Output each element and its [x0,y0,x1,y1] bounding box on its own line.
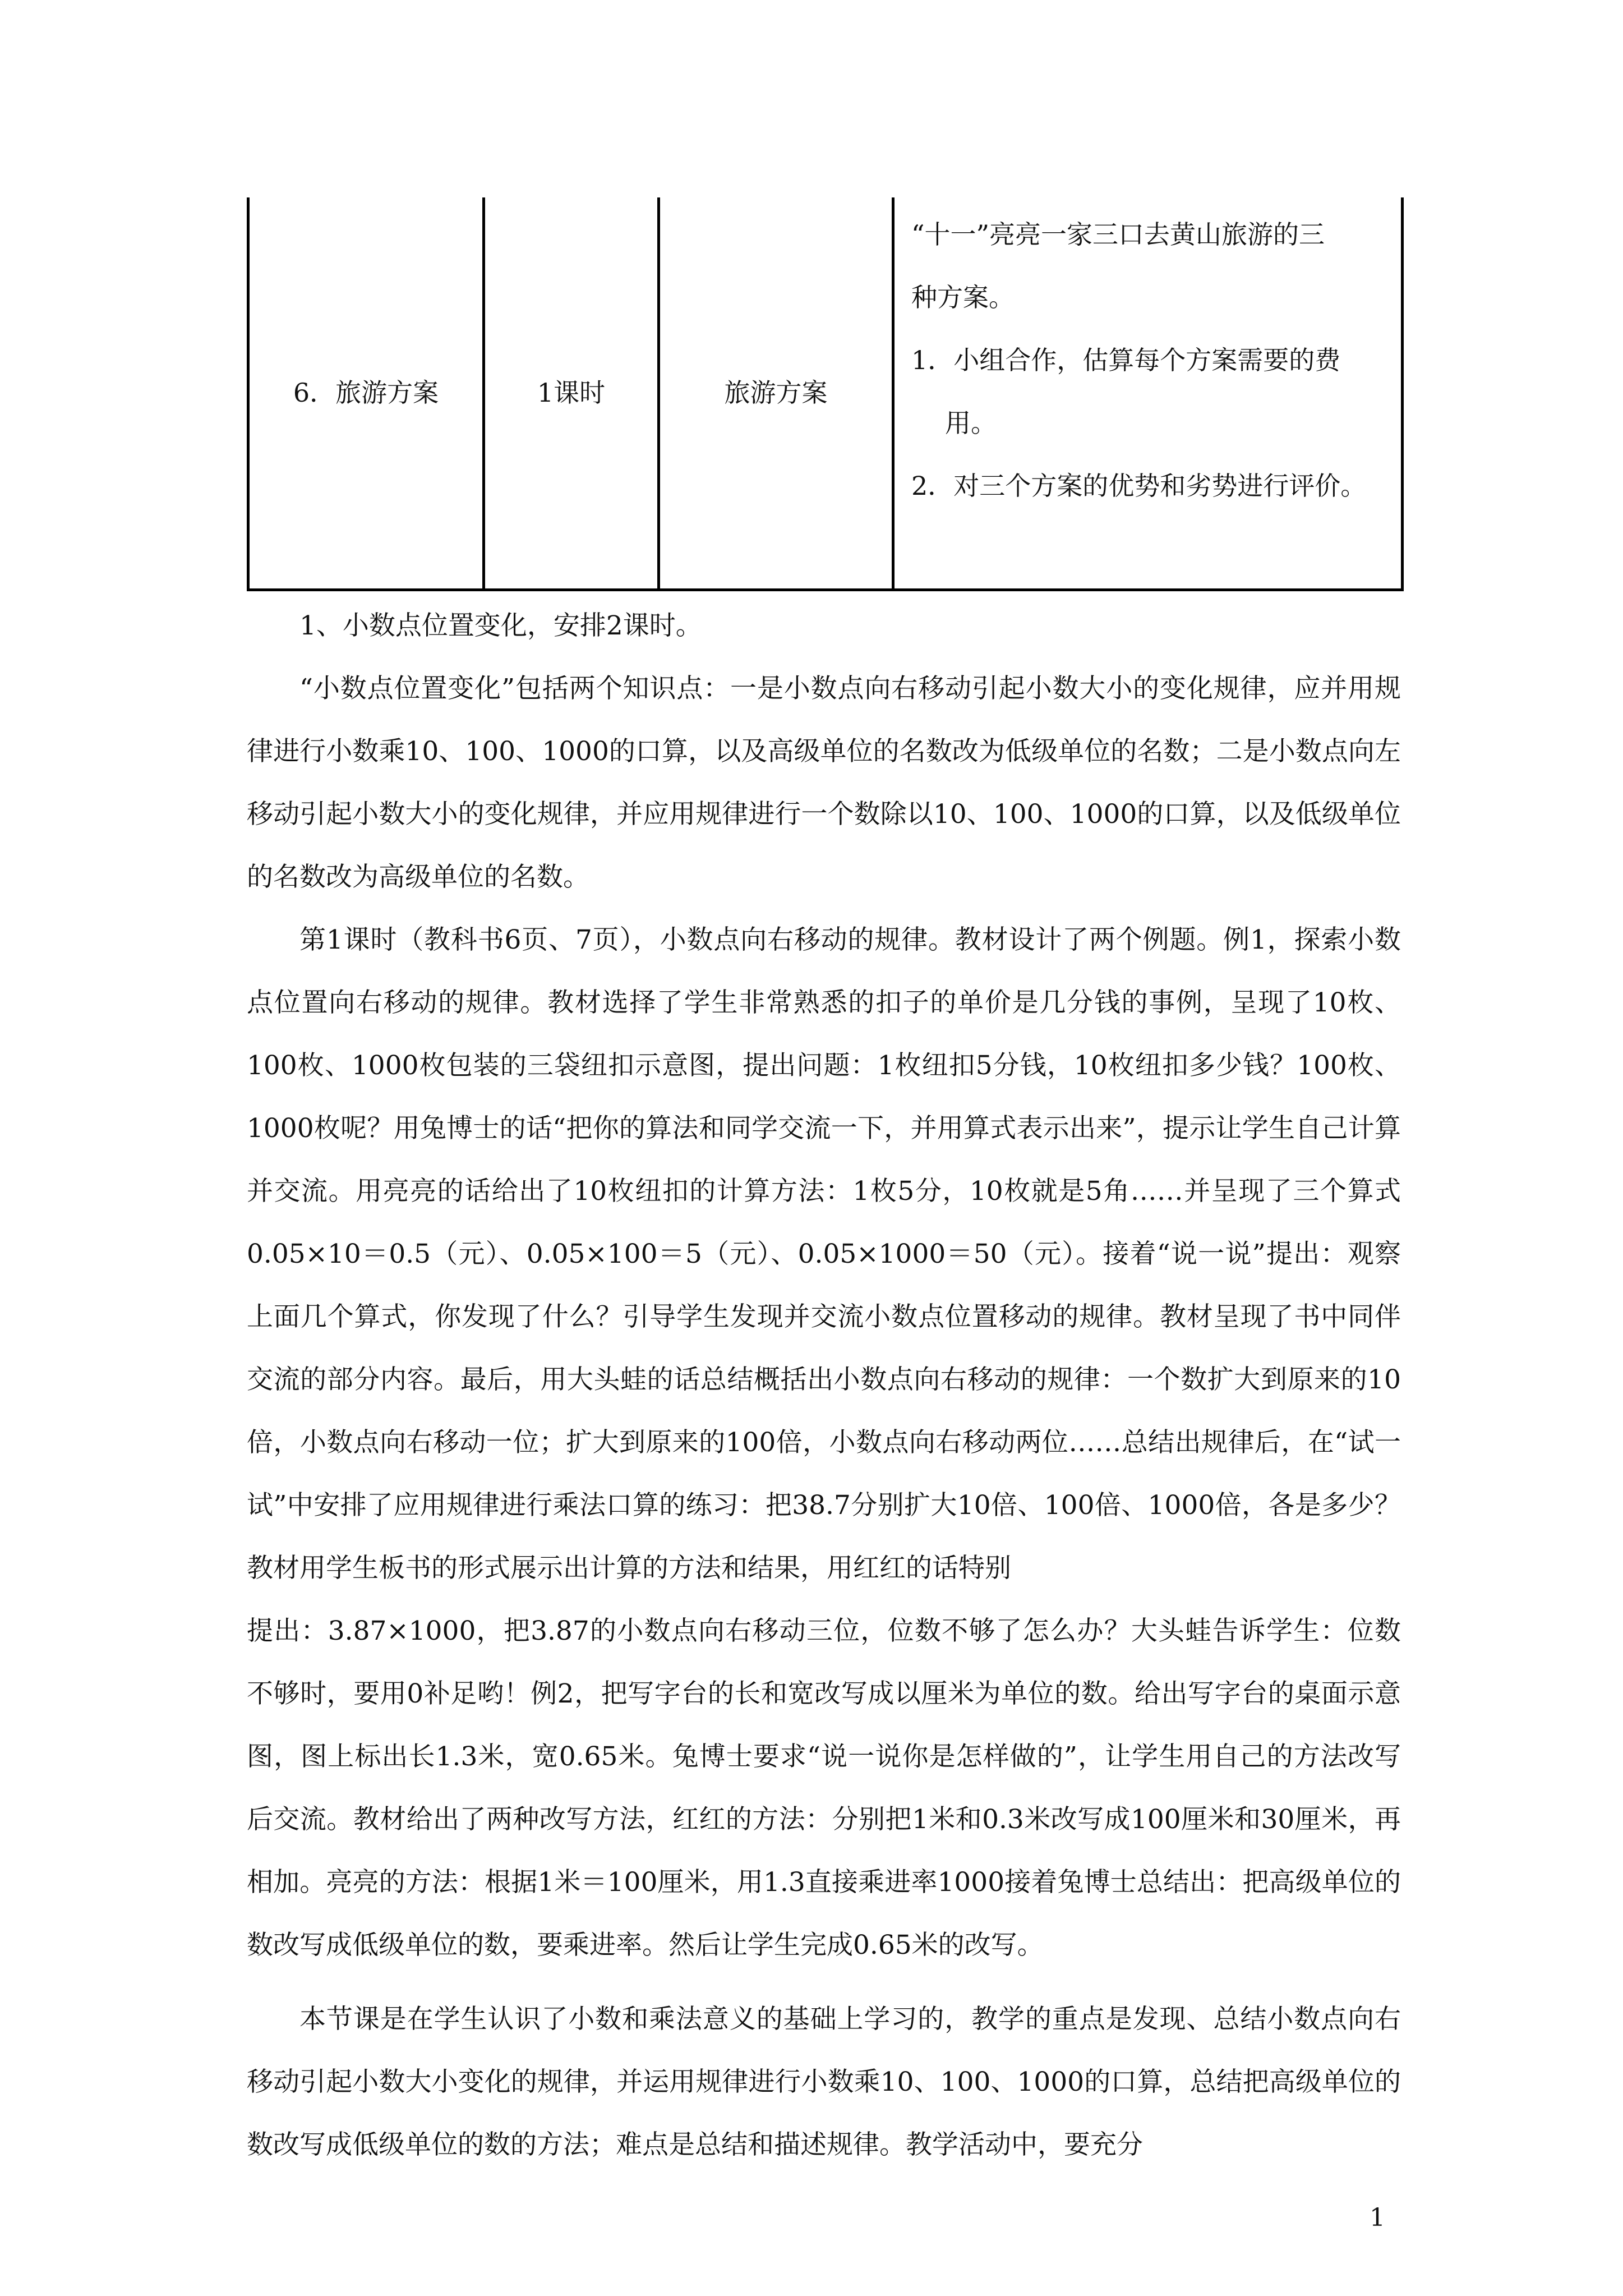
content-line: 2．对三个方案的优势和劣势进行评价。 [911,471,1367,501]
paragraph: 第1课时（教科书6页、7页），小数点向右移动的规律。教材设计了两个例题。例1，探索小数点位置向右移动的规律。教材选择了学生非常熟悉的扣子的单价是几分钱的事例，呈现了10枚、100枚、1000枚包装的三袋纽扣示意图，提出问题：1枚纽扣5分钱，10枚纽扣多少钱？100枚、1000枚呢？用兔博士的话“把你的算法和同学交流一下，并用算式表示出来”，提示让学生自己计算并交流。用亮亮的话给出了10枚纽扣的计算方法：1枚5分，10枚就是5角……并呈现了三个算式0.05×10＝0.5（元）、0.05×100＝5（元）、0.05×1000＝50（元）。接着“说一说”提出：观察上面几个算式，你发现了什么？引导学生发现并交流小数点位置移动的规律。教材呈现了书中同伴交流的部分内容。最后，用大头蛙的话总结概括出小数点向右移动的规律：一个数扩大到原来的10倍，小数点向右移动一位；扩大到原来的100倍，小数点向右移动两位……总结出规律后，在“试一试”中安排了应用规律进行乘法口算的练习：把38.7分别扩大10倍、100倍、1000倍，各是多少？教材用学生板书的形式展示出计算的方法和结果，用红红的话特别 [247,924,1401,1584]
body-text [247,595,1401,2177]
section-heading: 1、小数点位置变化，安排2课时。 [299,610,702,641]
page-number: 1 [1370,2203,1385,2232]
table-cell-hours: 1课时 [484,197,659,590]
table-cell-content [893,197,1403,590]
content-line: 用。 [945,408,997,438]
table-cell-item: 6．旅游方案 [248,197,484,590]
table-row [248,197,1403,590]
paragraph: 本节课是在学生认识了小数和乘法意义的基础上学习的，教学的重点是发现、总结小数点向右移动引起小数大小变化的规律，并运用规律进行小数乘10、100、1000的口算，总结把高级单位的数改写成低级单位的数的方法；难点是总结和描述规律。教学活动中，要充分 [247,2004,1401,2160]
content-line: 1．小组合作，估算每个方案需要的费 [911,345,1341,375]
lesson-plan-table [247,197,1404,591]
paragraph: 提出：3.87×1000，把3.87的小数点向右移动三位，位数不够了怎么办？大头蛙告诉学生：位数不够时，要用0补足哟！例2，把写字台的长和宽改写成以厘米为单位的数。给出写字台的桌面示意图，图上标出长1.3米，宽0.65米。兔博士要求“说一说你是怎样做的”，让学生用自己的方法改写后交流。教材给出了两种改写方法，红红的方法：分别把1米和0.3米改写成100厘米和30厘米，再相加。亮亮的方法：根据1米＝100厘米，用1.3直接乘进率1000接着兔博士总结出：把高级单位的数改写成低级单位的数，要乘进率。然后让学生完成0.65米的改写。 [247,1616,1401,1961]
table-cell-topic: 旅游方案 [659,197,893,590]
paragraph: “小数点位置变化”包括两个知识点：一是小数点向右移动引起小数大小的变化规律，应并用规律进行小数乘10、100、1000的口算，以及高级单位的名数改为低级单位的名数；二是小数点向左移动引起小数大小的变化规律，并应用规律进行一个数除以10、100、1000的口算，以及低级单位的名数改为高级单位的名数。 [247,673,1401,892]
content-line: “十一”亮亮一家三口去黄山旅游的三 [911,219,1325,250]
content-line: 种方案。 [911,282,1015,312]
